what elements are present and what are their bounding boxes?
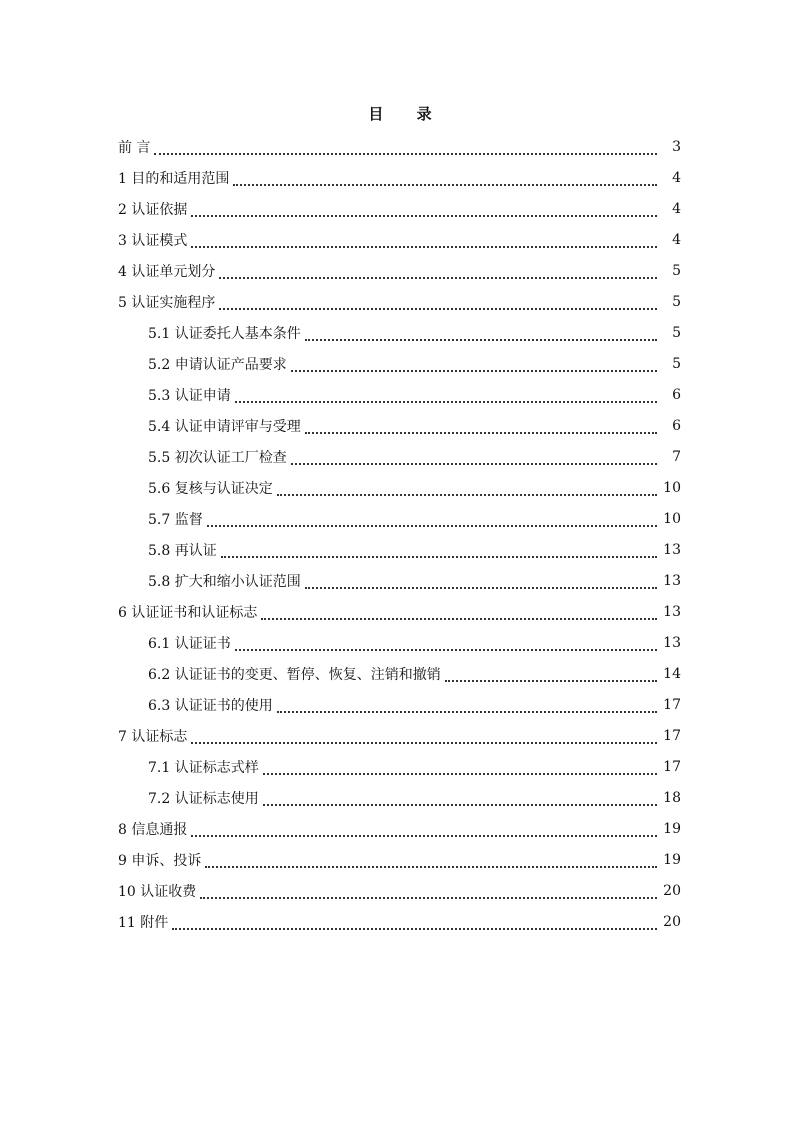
dot-leader — [205, 850, 657, 868]
dot-leader — [219, 261, 657, 279]
toc-entry[interactable] — [118, 565, 681, 596]
toc-entry[interactable] — [118, 503, 681, 534]
toc-entry[interactable] — [118, 627, 681, 658]
toc-entry-page-number: 7 — [672, 448, 681, 465]
toc-entry[interactable] — [118, 441, 681, 472]
toc-entry-page-number: 5 — [672, 262, 681, 279]
toc-entry-label: 7 认证标志 — [118, 728, 188, 745]
dot-leader — [263, 757, 657, 775]
toc-entry-page-number: 18 — [663, 789, 681, 806]
dot-leader — [291, 354, 657, 372]
dot-leader — [277, 695, 657, 713]
toc-entry-page-number: 5 — [672, 293, 681, 310]
toc-entry-label: 6.2 认证证书的变更、暂停、恢复、注销和撤销 — [148, 666, 441, 683]
toc-entry-page-number: 4 — [672, 169, 681, 186]
toc-entry-page-number: 13 — [663, 572, 681, 589]
toc-entry-label: 10 认证收费 — [118, 883, 197, 900]
dot-leader — [235, 385, 657, 403]
dot-leader — [291, 447, 657, 465]
toc-entry[interactable] — [118, 720, 681, 751]
toc-entry-page-number: 17 — [663, 696, 681, 713]
toc-entry[interactable] — [118, 286, 681, 317]
toc-entry-label: 5.6 复核与认证决定 — [148, 480, 273, 497]
dot-leader — [305, 416, 657, 434]
dot-leader — [445, 664, 657, 682]
toc-entry[interactable] — [118, 472, 681, 503]
toc-entry[interactable] — [118, 906, 681, 937]
toc-entry[interactable] — [118, 255, 681, 286]
dot-leader — [263, 788, 657, 806]
toc-entry-label: 5.4 认证申请评审与受理 — [148, 418, 301, 435]
dot-leader — [200, 881, 657, 899]
toc-entry[interactable] — [118, 162, 681, 193]
toc-entry-page-number: 4 — [672, 200, 681, 217]
toc-entry-label: 5.8 再认证 — [148, 542, 217, 559]
dot-leader — [277, 478, 657, 496]
dot-leader — [154, 137, 657, 155]
toc-entry[interactable] — [118, 813, 681, 844]
toc-entry-label: 1 目的和适用范围 — [118, 170, 230, 187]
toc-entry-label: 2 认证依据 — [118, 201, 188, 218]
dot-leader — [305, 571, 657, 589]
toc-entry-label: 6 认证证书和认证标志 — [118, 604, 258, 621]
toc-entry-page-number: 13 — [663, 603, 681, 620]
toc-entry-label: 9 申诉、投诉 — [118, 852, 202, 869]
dot-leader — [261, 602, 657, 620]
dot-leader — [219, 292, 657, 310]
toc-entry-page-number: 10 — [663, 479, 681, 496]
toc-entry-page-number: 20 — [663, 882, 681, 899]
toc-entry-label: 4 认证单元划分 — [118, 263, 216, 280]
toc-entry-label: 6.1 认证证书 — [148, 635, 231, 652]
toc-entry-label: 5.5 初次认证工厂检查 — [148, 449, 287, 466]
toc-entry-page-number: 6 — [672, 417, 681, 434]
toc-entry-page-number: 19 — [663, 851, 681, 868]
toc-entry-page-number: 17 — [663, 758, 681, 775]
dot-leader — [207, 509, 657, 527]
toc-entry[interactable] — [118, 193, 681, 224]
toc-list — [118, 131, 681, 937]
toc-entry-label: 5.8 扩大和缩小认证范围 — [148, 573, 301, 590]
toc-entry-label: 前 言 — [118, 139, 151, 156]
toc-entry-page-number: 5 — [672, 355, 681, 372]
toc-entry[interactable] — [118, 844, 681, 875]
toc-entry-label: 5.7 监督 — [148, 511, 203, 528]
dot-leader — [172, 912, 657, 930]
toc-entry-label: 6.3 认证证书的使用 — [148, 697, 273, 714]
toc-entry-page-number: 14 — [663, 665, 681, 682]
toc-entry[interactable] — [118, 379, 681, 410]
toc-entry[interactable] — [118, 348, 681, 379]
toc-entry[interactable] — [118, 534, 681, 565]
toc-entry-page-number: 19 — [663, 820, 681, 837]
toc-entry-label: 5 认证实施程序 — [118, 294, 216, 311]
dot-leader — [191, 230, 657, 248]
dot-leader — [233, 168, 657, 186]
toc-entry[interactable] — [118, 224, 681, 255]
toc-entry-label: 7.2 认证标志使用 — [148, 790, 259, 807]
toc-entry-label: 11 附件 — [118, 914, 169, 931]
dot-leader — [191, 819, 657, 837]
toc-entry-page-number: 13 — [663, 634, 681, 651]
dot-leader — [191, 199, 657, 217]
toc-entry-page-number: 17 — [663, 727, 681, 744]
toc-entry[interactable] — [118, 596, 681, 627]
toc-entry-page-number: 20 — [663, 913, 681, 930]
toc-entry-label: 5.1 认证委托人基本条件 — [148, 325, 301, 342]
toc-entry[interactable] — [118, 751, 681, 782]
toc-entry-page-number: 10 — [663, 510, 681, 527]
dot-leader — [221, 540, 657, 558]
toc-entry[interactable] — [118, 317, 681, 348]
dot-leader — [191, 726, 657, 744]
toc-entry[interactable] — [118, 782, 681, 813]
toc-entry-label: 5.2 申请认证产品要求 — [148, 356, 287, 373]
toc-entry-page-number: 6 — [672, 386, 681, 403]
toc-title: 目 录 — [368, 105, 446, 123]
toc-entry[interactable] — [118, 689, 681, 720]
toc-entry-label: 7.1 认证标志式样 — [148, 759, 259, 776]
toc-entry[interactable] — [118, 658, 681, 689]
toc-entry[interactable] — [118, 875, 681, 906]
toc-entry-page-number: 13 — [663, 541, 681, 558]
toc-entry[interactable] — [118, 410, 681, 441]
toc-entry[interactable] — [118, 131, 681, 162]
dot-leader — [305, 323, 657, 341]
toc-entry-page-number: 4 — [672, 231, 681, 248]
toc-entry-page-number: 3 — [672, 138, 681, 155]
toc-entry-label: 3 认证模式 — [118, 232, 188, 249]
toc-entry-label: 5.3 认证申请 — [148, 387, 231, 404]
toc-entry-label: 8 信息通报 — [118, 821, 188, 838]
dot-leader — [235, 633, 657, 651]
toc-entry-page-number: 5 — [672, 324, 681, 341]
